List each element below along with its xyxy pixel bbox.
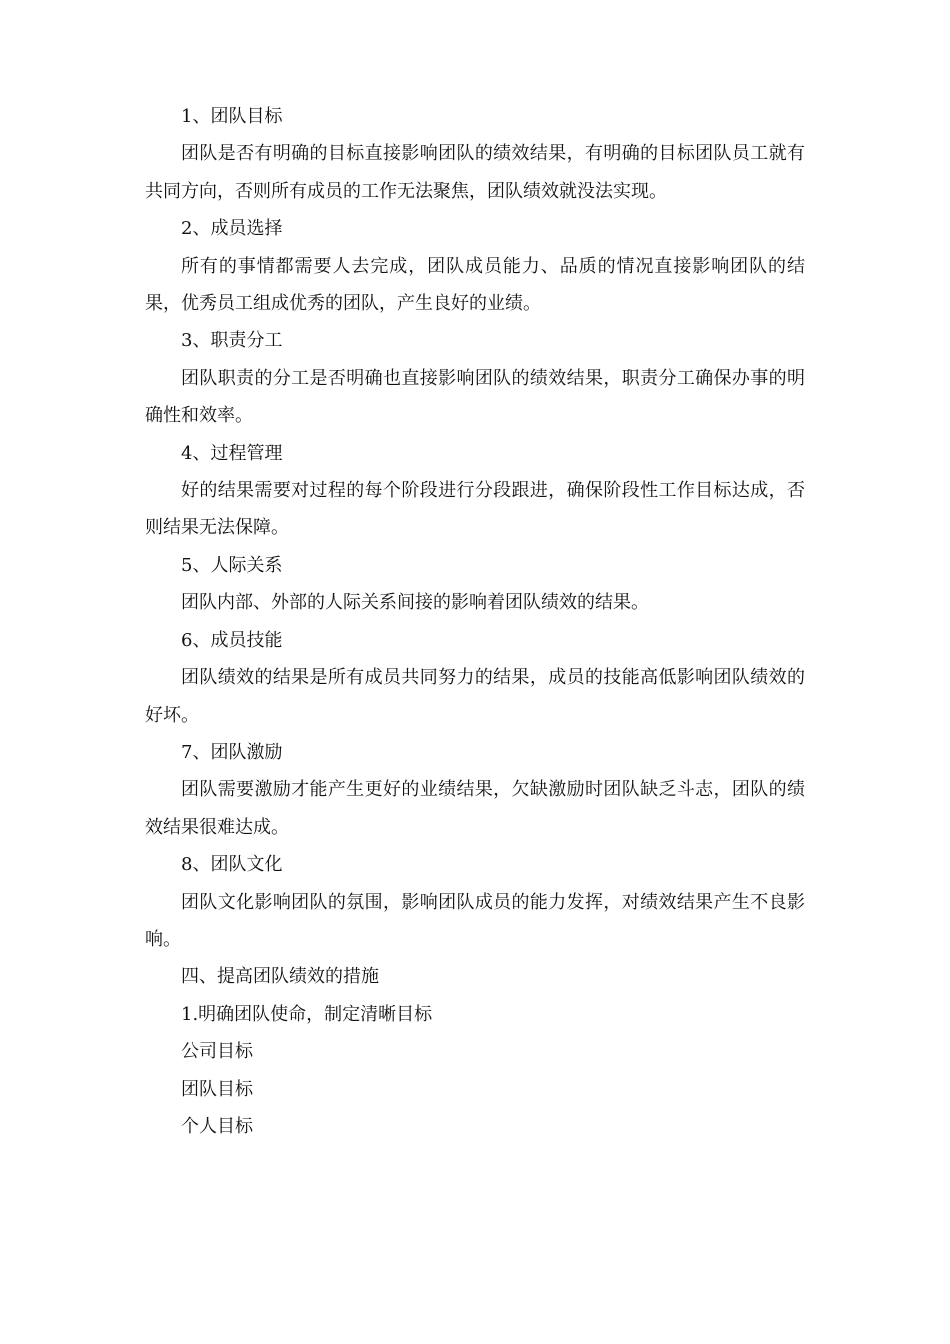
heading-member-selection: 2、成员选择 <box>181 218 283 240</box>
paragraph-responsibility: 团队职责的分工是否明确也直接影响团队的绩效结果，职责分工确保办事的明确性和效率。 <box>145 367 805 427</box>
heading-responsibility: 3、职责分工 <box>181 330 283 352</box>
paragraph-team-incentive: 团队需要激励才能产生更好的业绩结果，欠缺激励时团队缺乏斗志，团队的绩效结果很难达成。 <box>145 779 805 838</box>
heading-team-culture: 8、团队文化 <box>181 854 283 876</box>
paragraph-interpersonal: 团队内部、外部的人际关系间接的影响着团队绩效的结果。 <box>181 592 649 614</box>
paragraph-member-skills: 团队绩效的结果是所有成员共同努力的结果，成员的技能高低影响团队绩效的好坏。 <box>145 667 805 726</box>
paragraph-team-culture: 团队文化影响团队的氛围，影响团队成员的能力发挥，对绩效结果产生不良影响。 <box>145 891 805 950</box>
heading-team-incentive: 7、团队激励 <box>181 741 283 763</box>
subheading-mission-goals: 1.明确团队使命，制定清晰目标 <box>181 1003 433 1025</box>
document-body <box>145 98 805 1145</box>
section-heading-measures: 四、提高团队绩效的措施 <box>181 966 379 988</box>
heading-interpersonal: 5、人际关系 <box>181 554 283 576</box>
list-item-company-goal: 公司目标 <box>181 1041 253 1063</box>
heading-process-management: 4、过程管理 <box>181 442 283 464</box>
heading-member-skills: 6、成员技能 <box>181 629 283 651</box>
paragraph-member-selection: 所有的事情都需要人去完成，团队成员能力、品质的情况直接影响团队的结果，优秀员工组成优秀的团队，产生良好的业绩。 <box>145 255 805 315</box>
heading-team-goal: 1、团队目标 <box>181 106 283 127</box>
list-item-team-goal: 团队目标 <box>181 1078 253 1100</box>
list-item-personal-goal: 个人目标 <box>181 1115 253 1137</box>
paragraph-team-goal: 团队是否有明确的目标直接影响团队的绩效结果，有明确的目标团队员工就有共同方向，否则所有成员的工作无法聚焦，团队绩效就没法实现。 <box>145 143 805 202</box>
paragraph-process-management: 好的结果需要对过程的每个阶段进行分段跟进，确保阶段性工作目标达成，否则结果无法保障。 <box>145 480 805 539</box>
